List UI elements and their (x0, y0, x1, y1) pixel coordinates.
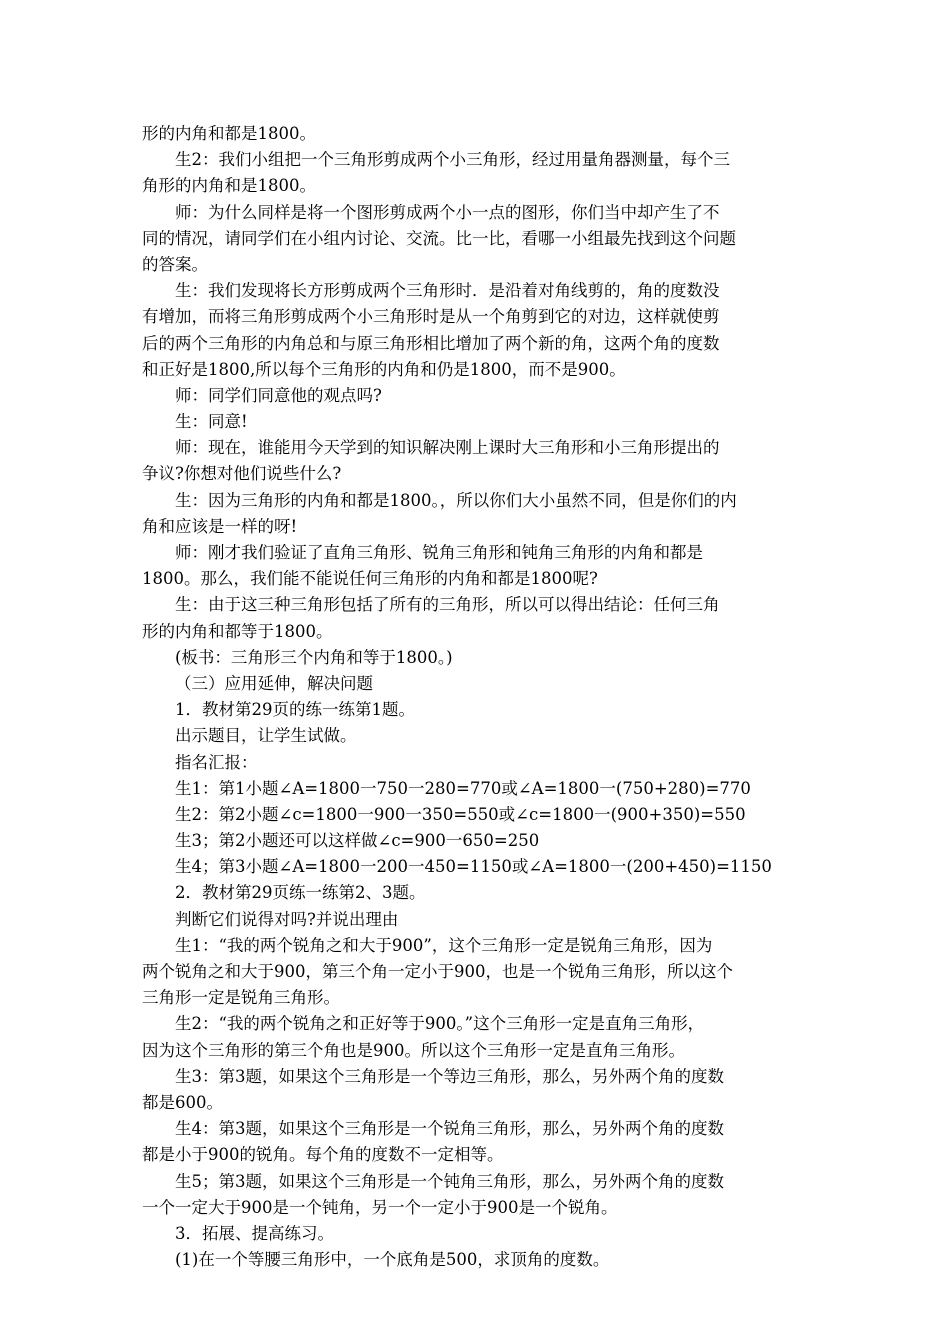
text-line: 1800。那么，我们能不能说任何三角形的内角和都是1800呢? (142, 569, 598, 589)
text-line: 指名汇报： (175, 752, 258, 772)
text-line: 1．教材第29页的练一练第1题。 (175, 700, 415, 720)
text-line: 因为这个三角形的第三个角也是900。所以这个三角形一定是直角三角形。 (142, 1040, 685, 1060)
text-line: 生2：“我的两个锐角之和正好等于900。”这个三角形一定是直角三角形， (175, 1014, 705, 1034)
text-line: （三）应用延伸，解决问题 (175, 673, 373, 693)
text-line: 生5；第3题，如果这个三角形是一个钝角三角形，那么，另外两个角的度数 (175, 1171, 724, 1191)
text-line: 生4：第3题，如果这个三角形是一个锐角三角形，那么，另外两个角的度数 (175, 1119, 724, 1139)
text-line: 3．拓展、提高练习。 (175, 1223, 334, 1243)
text-line: (1)在一个等腰三角形中，一个底角是500，求顶角的度数。 (175, 1250, 610, 1270)
text-line: 一个一定大于900是一个钝角，另一个一定小于900是一个锐角。 (142, 1197, 618, 1217)
document-body (142, 121, 810, 1273)
text-line: 两个锐角之和大于900，第三个角一定小于900，也是一个锐角三角形，所以这个 (142, 962, 733, 981)
text-line: 形的内角和都是1800。 (142, 124, 316, 143)
text-line: 生3；第2小题还可以这样做∠c=900一650=250 (175, 831, 540, 851)
text-line: 都是小于900的锐角。每个角的度数不一定相等。 (142, 1145, 504, 1165)
text-line: 师：为什么同样是将一个图形剪成两个小一点的图形，你们当中却产生了不 (175, 202, 720, 222)
text-line: (板书：三角形三个内角和等于1800。) (175, 647, 453, 667)
text-line: 判断它们说得对吗?并说出理由 (175, 909, 399, 929)
text-line: 2．教材第29页练一练第2、3题。 (175, 883, 426, 903)
text-line: 生：因为三角形的内角和都是1800。，所以你们大小虽然不同，但是你们的内 (175, 490, 737, 510)
text-line: 都是600。 (142, 1092, 223, 1112)
text-line: 同的情况，请同学们在小组内讨论、交流。比一比，看哪一小组最先找到这个问题 (142, 228, 736, 248)
text-line: 后的两个三角形的内角总和与原三角形相比增加了两个新的角，这两个角的度数 (142, 333, 720, 353)
text-line: 生1：“我的两个锐角之和大于900”，这个三角形一定是锐角三角形，因为 (175, 935, 713, 955)
text-line: 出示题目，让学生试做。 (175, 726, 357, 746)
text-line: 生4；第3小题∠A=1800一200一450=1150或∠A=1800一(200+450)=1150 (175, 857, 772, 877)
text-line: 师：刚才我们验证了直角三角形、锐角三角形和钝角三角形的内角和都是 (175, 543, 703, 562)
text-line: 生2：我们小组把一个三角形剪成两个小三角形，经过用量角器测量，每个三 (175, 150, 730, 170)
text-line: 三角形一定是锐角三角形。 (142, 988, 340, 1008)
text-line: 师：现在，谁能用今天学到的知识解决刚上课时大三角形和小三角形提出的 (175, 438, 720, 458)
text-line: 的答案。 (142, 254, 208, 274)
text-line: 师：同学们同意他的观点吗? (175, 385, 382, 405)
text-line: 有增加，而将三角形剪成两个小三角形时是从一个角剪到它的对边，这样就使剪 (142, 307, 720, 327)
text-line: 角形的内角和是1800。 (142, 176, 316, 196)
text-line: 角和应该是一样的呀! (142, 516, 298, 536)
text-line: 生2：第2小题∠c=1800一900一350=550或∠c=1800一(900+350)=550 (175, 804, 746, 824)
text-line: 生：由于这三种三角形包括了所有的三角形，所以可以得出结论：任何三角 (175, 595, 720, 615)
text-line: 争议?你想对他们说些什么? (142, 464, 342, 484)
text-line: 生3：第3题，如果这个三角形是一个等边三角形，那么，另外两个角的度数 (175, 1066, 724, 1086)
text-line: 生：同意! (175, 412, 248, 432)
text-line: 和正好是1800,所以每个三角形的内角和仍是1800，而不是900。 (142, 359, 626, 379)
text-line: 生1：第1小题∠A=1800一750一280=770或∠A=1800一(750+280)=770 (175, 778, 751, 798)
text-line: 生：我们发现将长方形剪成两个三角形时．是沿着对角线剪的，角的度数没 (175, 281, 720, 301)
text-line: 形的内角和都等于1800。 (142, 621, 333, 641)
